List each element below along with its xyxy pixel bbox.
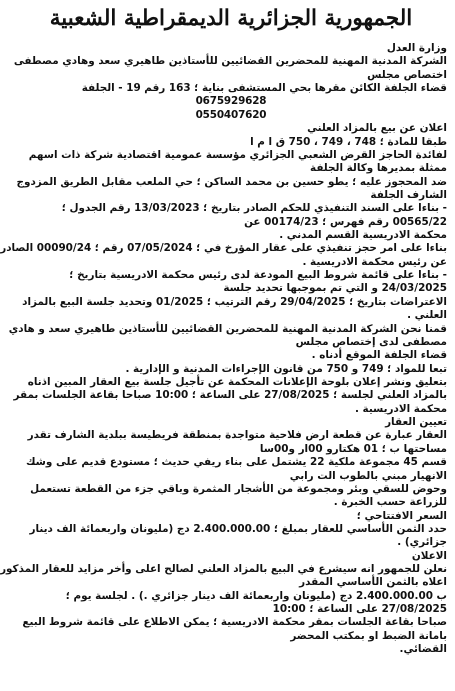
notice-line: بالمزاد العلني لجلسة ؛ 27/08/2025 على الساعة ؛ 10:00 صباحا بقاعة الجلسات بمقر [13, 389, 447, 402]
notice-line: طبقا للمادة ؛ 748 ، 749 ، 750 ق ا م ا [250, 135, 447, 148]
notice-line: 00565/22 رقم فهرس ؛ 00174/23 عن [244, 215, 447, 228]
notice-line: محكمة الادريسية . [354, 402, 447, 415]
notice-line: الشركة المدنية المهنية للمحضرين القضائيين للأستاذين طاهيري سعد وهادي مصطفى [13, 55, 447, 68]
notice-line: ب 2.400.000.00 دج (مليونان واربعمائة الف دينار جزائري .) . لجلسة يوم ؛ [65, 589, 447, 602]
notice-body [0, 42, 447, 657]
notice-line: قضاء الجلفة الموقع أدناه . [311, 349, 447, 362]
notice-line: حدد الثمن الأساسي للعقار بمبلغ ؛ 2.400.000.00 دج (مليونان واربعمائة الف دينار [29, 522, 447, 535]
notice-line: - بناءا على السند التنفيذي للحكم الصادر بتاريخ ؛ 13/03/2023 رقم الجدول ؛ [61, 202, 447, 215]
notice-line: قمنا نحن الشركة المدنية المهنية للمحضرين القضائيين للأستاذين طاهيري سعد و هادي [8, 322, 447, 335]
notice-line: العقار عبارة عن قطعة ارض فلاحية متواجدة بمنطقة فريطيسة ببلدية الشارف تقدر [27, 429, 447, 442]
notice-line: بتعليق ونشر إعلان بلوحة الإعلانات المحكمة عن تأجيل جلسة بيع العقار المبين اذناه [27, 375, 447, 388]
notice-line: الشارف الجلفة [370, 188, 447, 201]
notice-line: 24/03/2025 و التي تم بموجبها تحديد جلسة [223, 282, 447, 295]
notice-line: تعيين العقار [385, 416, 447, 429]
notice-line: قضاء الجلفة الكائن مقرها بحي المستشفى بناية ؛ 163 رقم 19 - الجلفة [81, 82, 447, 95]
notice-line: السعر الافتتاحي ؛ [356, 509, 447, 522]
notice-line: جزائري) . [397, 536, 447, 549]
notice-line: الانهيار مبني بالطوب الت رابي [289, 469, 447, 482]
notice-line: بامانة الضبط او بمكتب المحضر [290, 629, 447, 642]
notice-line: قسم 45 مجموعة ملكية 22 يشتمل على بناء ريفي حديث ؛ مستودع قديم على وشك [25, 456, 447, 469]
notice-line: محكمة الادريسية القسم المدني . [279, 229, 447, 242]
notice-line: الاعتراضات بتاريخ ؛ 29/04/2025 رقم الترتيب ؛ 01/2025 وتحديد جلسة البيع بالمزاد [22, 295, 447, 308]
notice-line: تبعا للمواد ؛ 749 و 750 من قانون الإجراءات المدنية و الإدارية . [125, 362, 447, 375]
notice-line: نعلن للجمهور انه سيشرع في البيع بالمزاد العلني لصالح اعلى وأخر مزايد للعقار المذكور [0, 563, 447, 576]
notice-line: وزارة العدل [386, 42, 447, 54]
notice-line: اعلاه بالثمن الأساسي المقدر [299, 576, 447, 589]
notice-line: اختصاص مجلس [367, 68, 447, 81]
notice-line: بناءا على امر حجز تنفيذي على عقار المؤرخ في ؛ 07/05/2024 رقم ؛ 00090/24 الصادر [0, 242, 447, 255]
notice-line: عن رئيس محكمة الادريسية . [302, 255, 447, 268]
notice-line: القضائي. [399, 643, 447, 656]
notice-line: - بناءا على قائمة شروط البيع المودعة لدى رئيس محكمة الادريسية بتاريخ ؛ [69, 269, 447, 282]
notice-line: مساحتها ب ؛ 01 هكتارو 00ار و00سا [259, 442, 447, 455]
notice-line: صباحا بقاعة الجلسات بمقر محكمة الادريسية ؛ يمكن الاطلاع على قائمة شروط البيع [22, 616, 447, 629]
notice-line: اعلان عن بيع بالمزاد العلني [307, 122, 447, 135]
notice-line: مصطفى لدى إختصاص مجلس [295, 335, 447, 348]
notice-line: الاعلان [411, 549, 447, 562]
notice-line: وحوض للسقي وبئر ومجموعة من الأشجار المثمرة وباقي جزء من القطعة تستعمل [30, 482, 447, 495]
notice-line: للزراعة حسب الخبرة . [333, 496, 447, 509]
notice-line: 0550407620 [195, 108, 267, 121]
notice-line: لفائدة الحاجز القرض الشعبي الجزائري مؤسسة عمومية اقتصادية شركة ذات اسهم [28, 148, 447, 161]
notice-line: ممثلة بمديرها وكالة الجلفة [310, 162, 447, 175]
notice-line: العلني . [407, 309, 447, 322]
notice-line: ضد المحجوز عليه ؛ يطو حسين بن محمد الساكن ؛ حي الملعب مقابل الطريق المزدوج [16, 175, 447, 188]
notice-line: 0675929628 [195, 95, 267, 108]
document-title: الجمهورية الجزائرية الديمقراطية الشعبية [49, 6, 413, 31]
notice-line: 27/08/2025 على الساعة ؛ 10:00 [272, 603, 447, 616]
